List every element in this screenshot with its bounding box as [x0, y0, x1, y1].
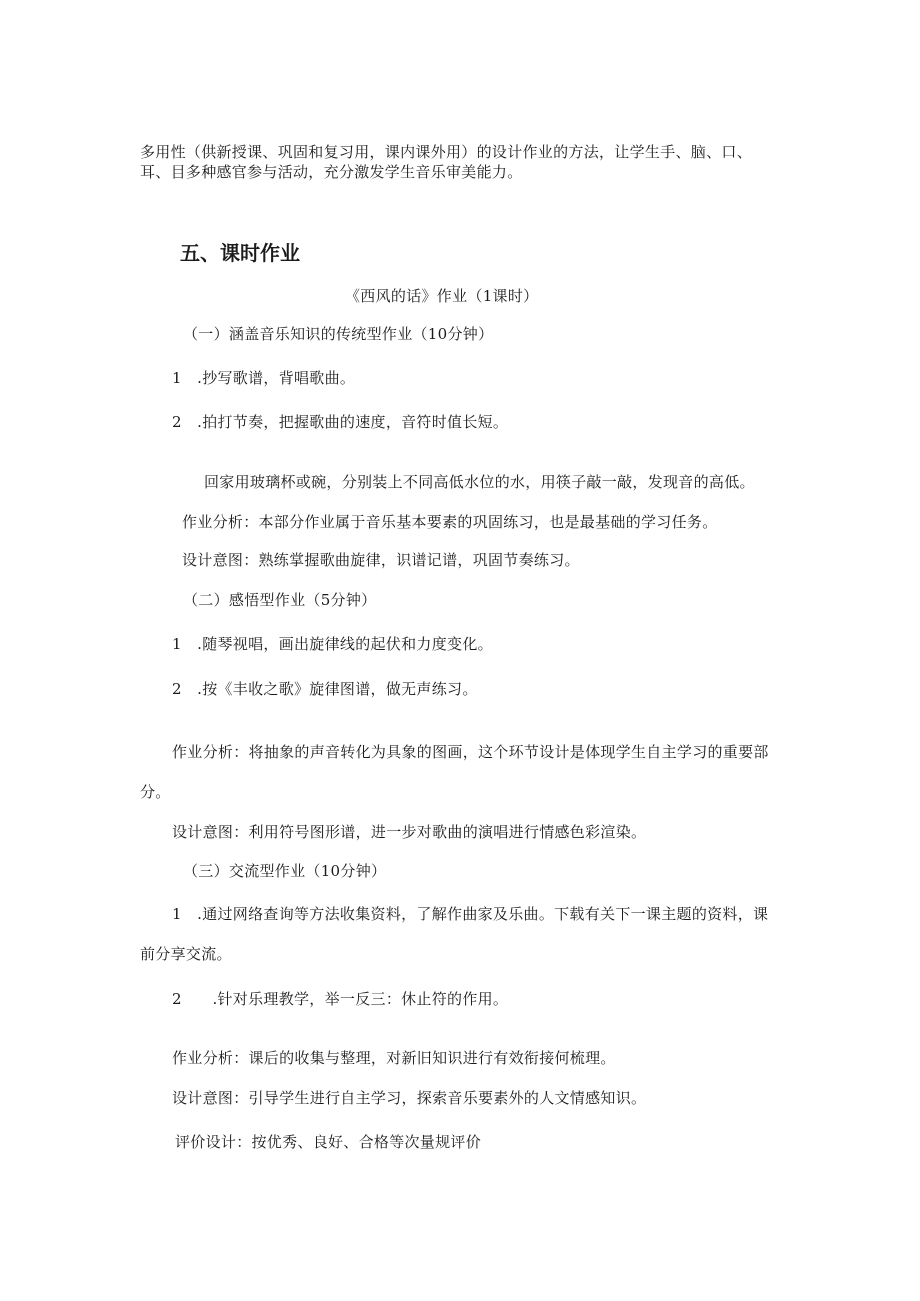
part1-heading: （一）涵盖音乐知识的传统型作业（10分钟） — [183, 325, 494, 343]
evaluation-design: 评价设计：按优秀、良好、合格等次量规评价 — [175, 1133, 482, 1151]
part2-analysis-line-1: 作业分析：将抽象的声音转化为具象的图画，这个环节设计是体现学生自主学习的重要部 — [172, 743, 769, 761]
part2-item-2: 2 .按《丰收之歌》旋律图谱，做无声练习。 — [172, 680, 478, 698]
part1-analysis: 作业分析：本部分作业属于音乐基本要素的巩固练习，也是最基础的学习任务。 — [182, 513, 718, 531]
part3-heading: （三）交流型作业（10分钟） — [183, 862, 387, 880]
part2-heading: （二）感悟型作业（5分钟） — [183, 591, 377, 609]
intro-line-1: 多用性（供新授课、巩固和复习用，课内课外用）的设计作业的方法，让学生手、脑、口、 — [140, 143, 753, 161]
part1-extra: 回家用玻璃杯或碗，分别装上不同高低水位的水，用筷子敲一敲，发现音的高低。 — [204, 473, 755, 491]
part3-item-1-line-1: 1 .通过网络查询等方法收集资料，了解作曲家及乐曲。下载有关下一课主题的资料，课 — [172, 905, 769, 923]
part3-item-1-line-2: 前分享交流。 — [140, 945, 232, 963]
intro-line-2: 耳、目多种感官参与活动，充分激发学生音乐审美能力。 — [140, 163, 523, 181]
section-heading: 五、课时作业 — [180, 241, 300, 265]
assignment-title: 《西风的话》作业（1课时） — [345, 287, 539, 305]
part1-item-1: 1 .抄写歌谱，背唱歌曲。 — [172, 369, 356, 387]
part3-item-2: 2 .针对乐理教学，举一反三：休止符的作用。 — [172, 990, 509, 1008]
part3-intent: 设计意图：引导学生进行自主学习，探索音乐要素外的人文情感知识。 — [172, 1089, 647, 1107]
part2-item-1: 1 .随琴视唱，画出旋律线的起伏和力度变化。 — [172, 635, 493, 653]
part2-analysis-line-2: 分。 — [140, 783, 171, 801]
part2-intent: 设计意图：利用符号图形谱，进一步对歌曲的演唱进行情感色彩渲染。 — [172, 823, 647, 841]
part1-intent: 设计意图：熟练掌握歌曲旋律，识谱记谱，巩固节奏练习。 — [182, 551, 580, 569]
part3-analysis: 作业分析：课后的收集与整理，对新旧知识进行有效衔接何梳理。 — [172, 1049, 616, 1067]
part1-item-2: 2 .拍打节奏，把握歌曲的速度，音符时值长短。 — [172, 413, 509, 431]
